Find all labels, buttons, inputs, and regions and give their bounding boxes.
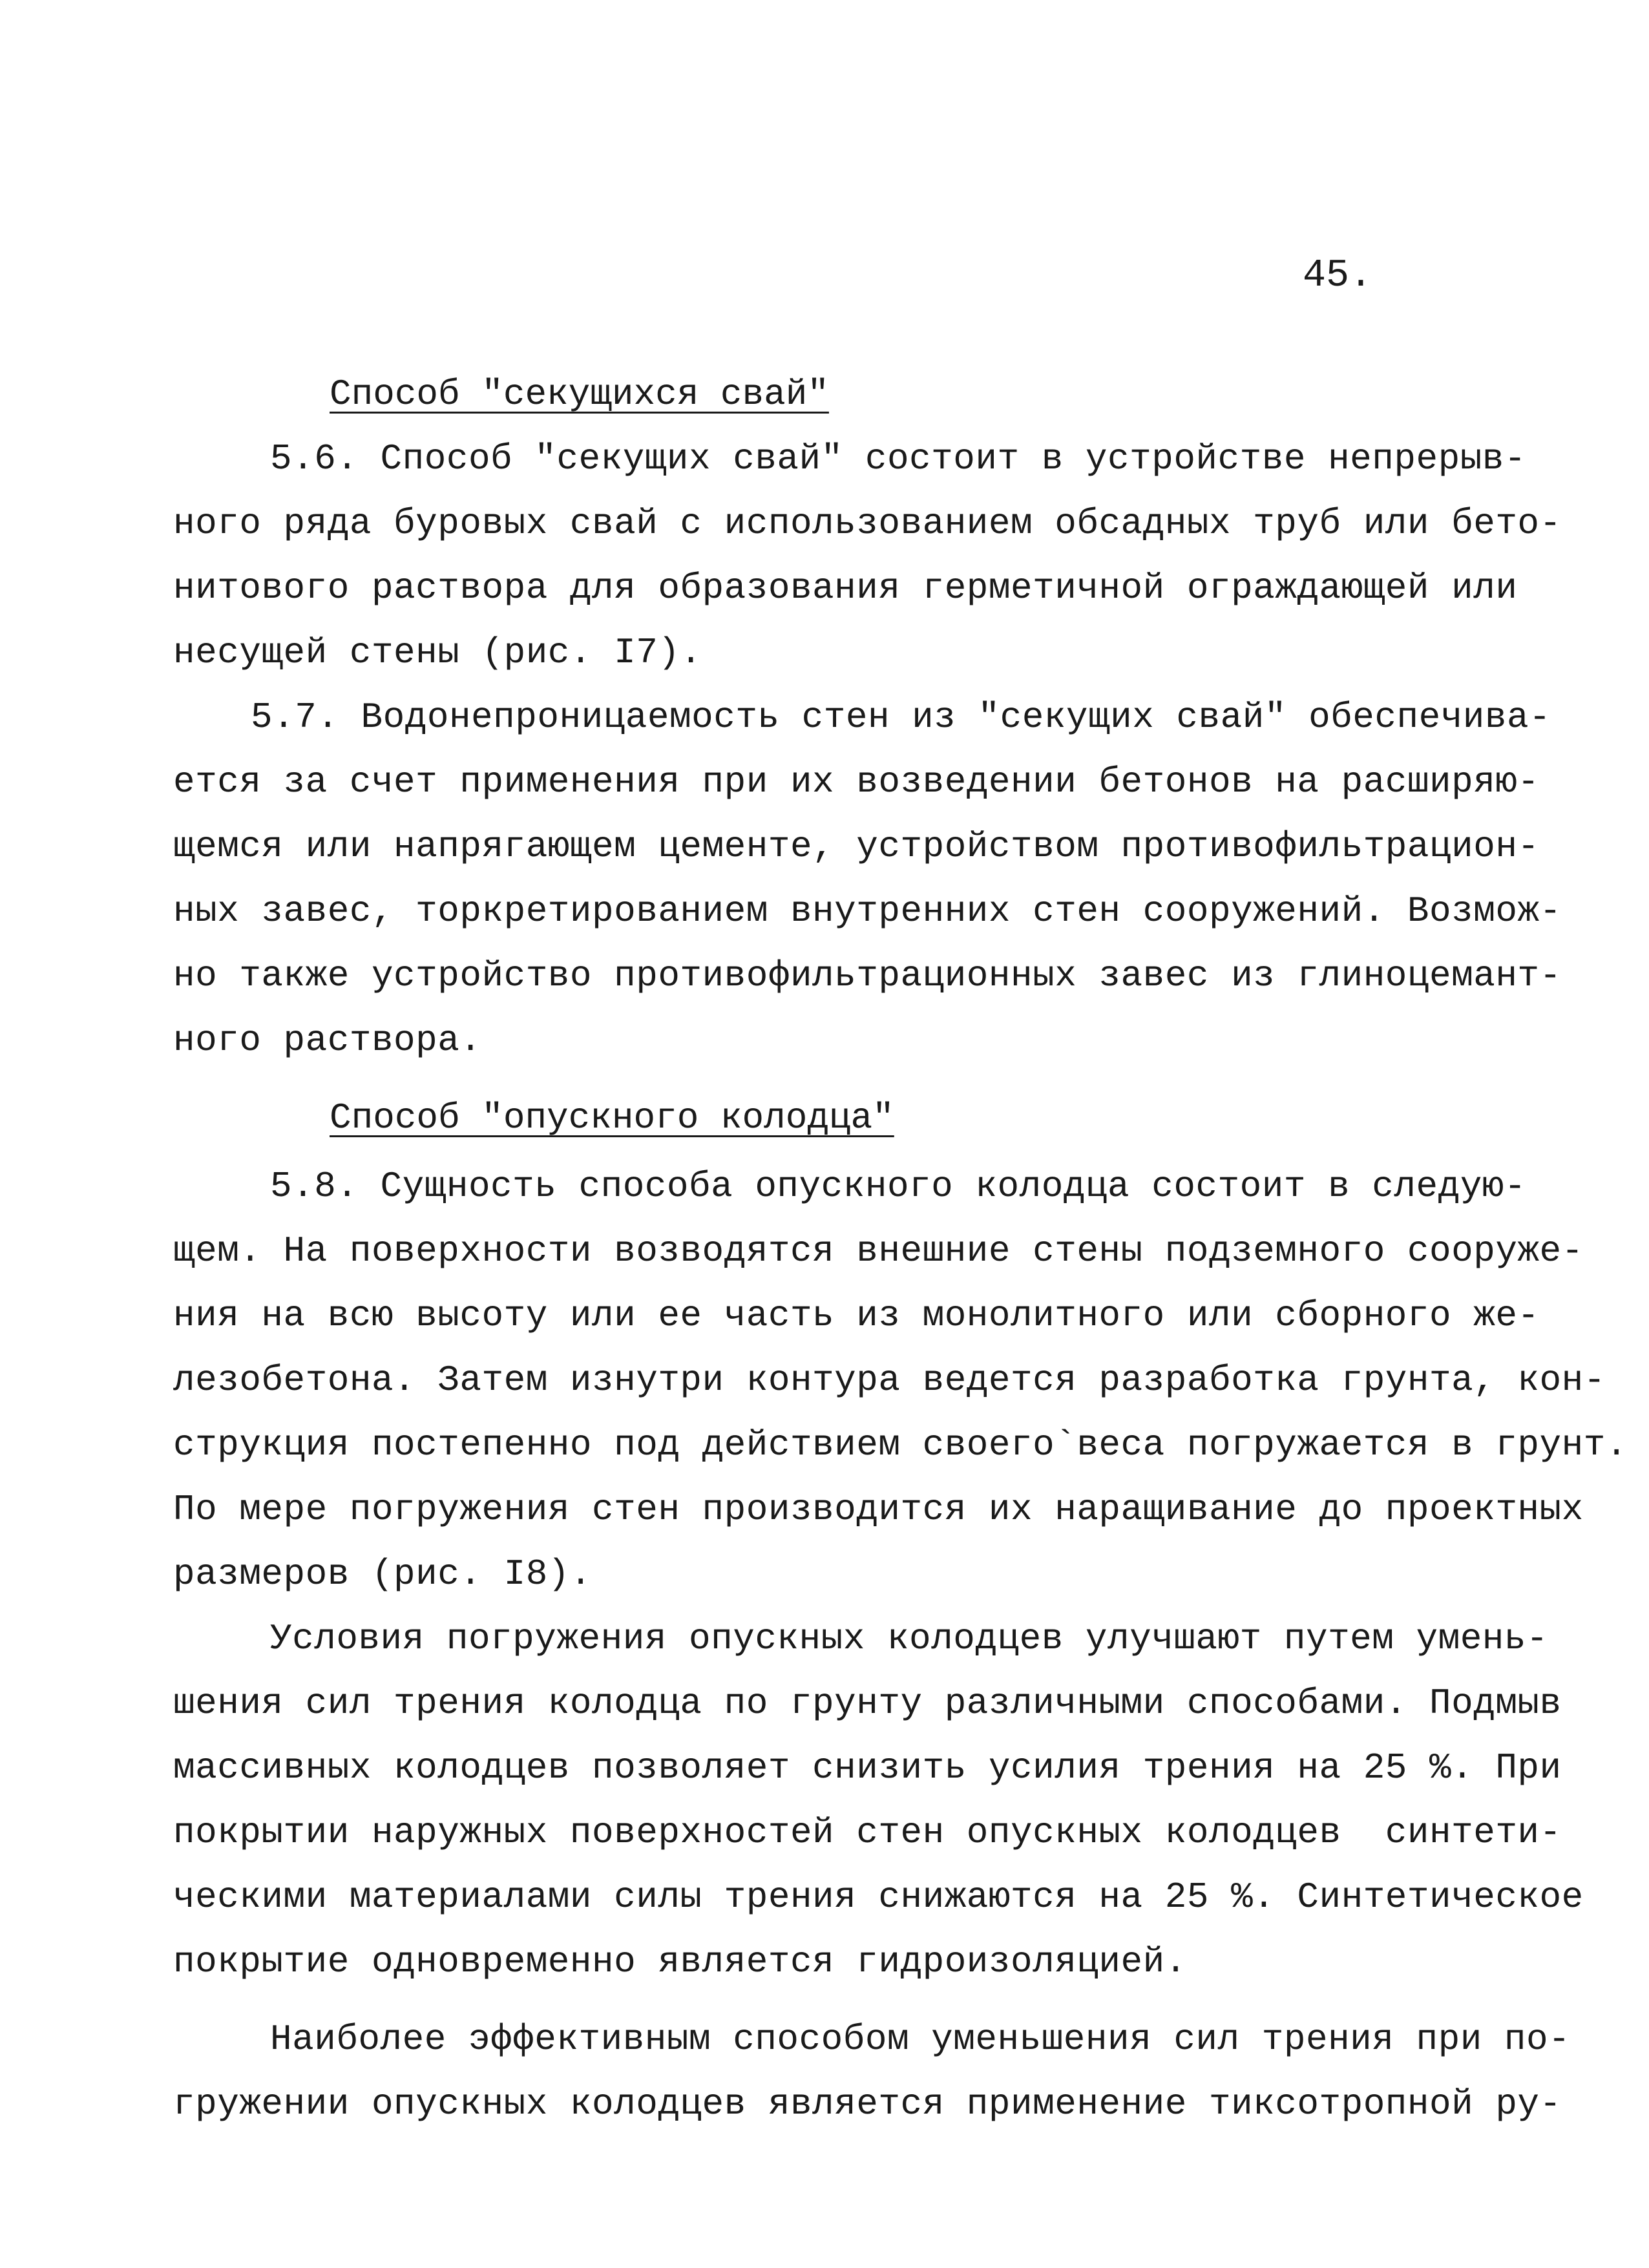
paragraph-line: ных завес, торкретированием внутренних стен сооружений. Возмож- [173, 890, 1562, 932]
paragraph-line: шения сил трения колодца по грунту различными способами. Подмыв [173, 1683, 1562, 1724]
paragraph-line: 5.7. Водонепроницаемость стен из "секущих свай" обеспечива- [251, 697, 1551, 738]
section-heading-caisson: Способ "опускного колодца" [330, 1097, 894, 1139]
paragraph-line: гружении опускных колодцев является применение тиксотропной ру- [173, 2083, 1562, 2125]
paragraph-line: ческими материалами силы трения снижаются на 25 %. Синтетическое [173, 1876, 1584, 1918]
paragraph-line: щемся или напрягающем цементе, устройством противофильтрацион- [173, 826, 1540, 867]
paragraph-line: нитового раствора для образования герметичной ограждающей или [173, 567, 1518, 609]
paragraph-line: ния на всю высоту или ее часть из монолитного или сборного же- [173, 1295, 1540, 1336]
paragraph-line: но также устройство противофильтрационных завес из глиноцемант- [173, 955, 1562, 996]
paragraph-line: Наиболее эффективным способом уменьшения сил трения при по- [270, 2019, 1571, 2060]
paragraph-line: По мере погружения стен производится их наращивание до проектных [173, 1489, 1584, 1530]
paragraph-line: щем. На поверхности возводятся внешние стены подземного сооруже- [173, 1230, 1584, 1272]
paragraph-line: ного раствора. [173, 1020, 482, 1061]
paragraph-line: лезобетона. Затем изнутри контура ведется разработка грунта, кон- [173, 1360, 1606, 1401]
section-heading-secant-piles: Способ "секущихся свай" [330, 373, 829, 415]
paragraph-line: 5.6. Способ "секущих свай" состоит в устройстве непрерыв- [270, 438, 1527, 479]
paragraph-line: Условия погружения опускных колодцев улучшают путем умень- [270, 1618, 1549, 1659]
paragraph-line: покрытие одновременно является гидроизоляцией. [173, 1941, 1187, 1982]
page-number: 45. [1303, 254, 1373, 298]
paragraph-line: несущей стены (рис. I7). [173, 632, 702, 673]
paragraph-line: массивных колодцев позволяет снизить усилия трения на 25 %. При [173, 1747, 1562, 1789]
paragraph-line: ного ряда буровых свай с использованием обсадных труб или бето- [173, 503, 1562, 544]
paragraph-line: струкция постепенно под действием своего`веса погружается в грунт. [173, 1424, 1628, 1465]
paragraph-line: покрытии наружных поверхностей стен опускных колодцев синтети- [173, 1812, 1562, 1853]
paragraph-line: 5.8. Сущность способа опускного колодца состоит в следую- [270, 1166, 1527, 1207]
paragraph-line: размеров (рис. I8). [173, 1553, 593, 1595]
paragraph-line: ется за счет применения при их возведении бетонов на расширяю- [173, 761, 1540, 803]
